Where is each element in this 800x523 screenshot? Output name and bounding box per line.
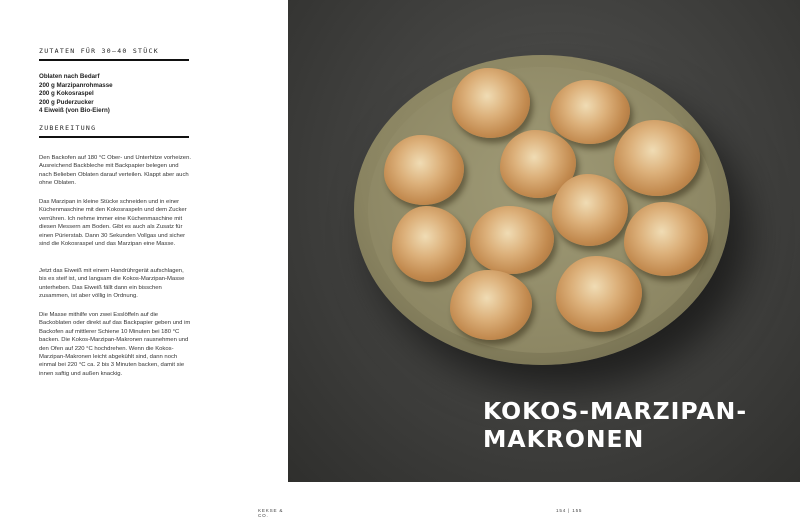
macaroon (452, 68, 530, 138)
method-step: Die Masse mithilfe von zwei Esslöffeln auf die Backoblaten oder direkt auf das Backpapier geben und im Backofen auf mittlerer Schiene 10 Minuten bei 180 °C backen. Die Kokos-Marzipan-Makronen rausnehmen und den Ofen auf 220 °C hochdrehen. Wenn die Kokos-Marzipan-Makronen leicht abgekühlt sind, dann noch einmal bei 220 °C ca. 2 bis 3 Minuten backen, damit sie innen saftig und außen knackig. (39, 312, 191, 377)
ingredient-item: Oblaten nach Bedarf (39, 73, 100, 80)
text-page (0, 0, 288, 523)
method-step: Den Backofen auf 180 °C Ober- und Unterhitze vorheizen. Ausreichend Backbleche mit Backpapier belegen und nach Belieben Oblaten darauf verteilen. Klappt aber auch ohne Oblaten. (39, 155, 191, 187)
macaroon (450, 270, 532, 340)
footer-left: KEKSE & CO. (258, 508, 284, 518)
heading-rule (39, 136, 189, 138)
macaroon (384, 135, 464, 205)
ingredient-item: 200 g Puderzucker (39, 98, 94, 106)
ingredient-item: 200 g Marzipanrohmasse (39, 81, 113, 89)
ingredient-item: 200 g Kokosraspel (39, 90, 94, 98)
macaroon (614, 120, 700, 196)
macaroon (392, 206, 466, 282)
method-step: Jetzt das Eiweiß mit einem Handrührgerät aufschlagen, bis es steif ist, und langsam die Kokos-Marzipan-Masse unterheben. Das Eiweiß fällt dann ein bisschen zusammen, ist aber völlig in Ordnung. (39, 268, 185, 300)
macaroon (470, 206, 554, 274)
macaroon (624, 202, 708, 276)
page-numbers: 154 | 155 (556, 508, 583, 513)
macaroon (550, 80, 630, 144)
title-line: KOKOS-MARZIPAN- (483, 397, 748, 425)
heading-rule (39, 59, 189, 61)
title-line: MAKRONEN (483, 425, 645, 453)
ingredients-heading: ZUTATEN FÜR 30–40 STÜCK (39, 47, 159, 55)
ingredients-list (39, 73, 199, 116)
method-step: Das Marzipan in kleine Stücke schneiden und in einer Küchenmaschine mit den Kokosraspeln und dem Zucker verrühren. Ich nehme immer eine Küchenmaschine mit diesen Messern am Boden. Gibt es auch als Zusatz für einen Pürierstab. Dann 30 Sekunden Vollgas und sicher sind die Kokosraspel und das Marzipan eine Masse. (39, 199, 187, 248)
macaroon (552, 174, 628, 246)
macaroon (556, 256, 642, 332)
method-heading: ZUBEREITUNG (39, 124, 97, 132)
ingredient-item: 4 Eiweiß (von Bio-Eiern) (39, 107, 110, 115)
recipe-title (483, 397, 747, 453)
